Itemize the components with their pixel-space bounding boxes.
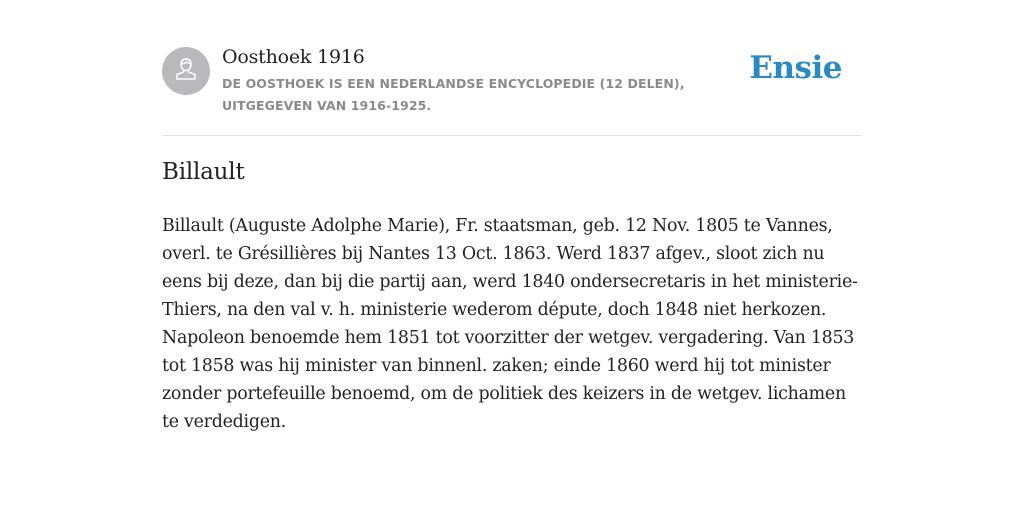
source-description: DE OOSTHOEK IS EEN NEDERLANDSE ENCYCLOPEDIE (12 DELEN), UITGEGEVEN VAN 1916-1925. bbox=[222, 76, 685, 113]
ensie-logo[interactable]: Ensie bbox=[749, 50, 842, 86]
user-icon bbox=[172, 55, 200, 87]
source-header bbox=[162, 0, 862, 136]
source-title[interactable]: Oosthoek 1916 bbox=[222, 46, 365, 68]
entry-body: Billault (Auguste Adolphe Marie), Fr. staatsman, geb. 12 Nov. 1805 te Vannes, overl. te Grésillières bij Nantes 13 Oct. 1863. Werd 1837 afgev., sloot zich nu eens bij deze, dan bij die partij aan, werd 1840 ondersecretaris in het ministerie-Thiers, na den val v. h. ministerie wederom députe, doch 1848 niet herkozen. Napoleon benoemde hem 1851 tot voorzitter der wetgev. vergadering. Van 1853 tot 1858 was hij minister van binnenl. zaken; einde 1860 werd hij tot minister zonder portefeuille benoemd, om de politiek des keizers in de wetgev. lichamen te verdedigen. bbox=[162, 216, 858, 432]
page-content bbox=[162, 0, 862, 432]
entry-title: Billault bbox=[162, 159, 245, 185]
source-avatar[interactable] bbox=[162, 47, 210, 95]
